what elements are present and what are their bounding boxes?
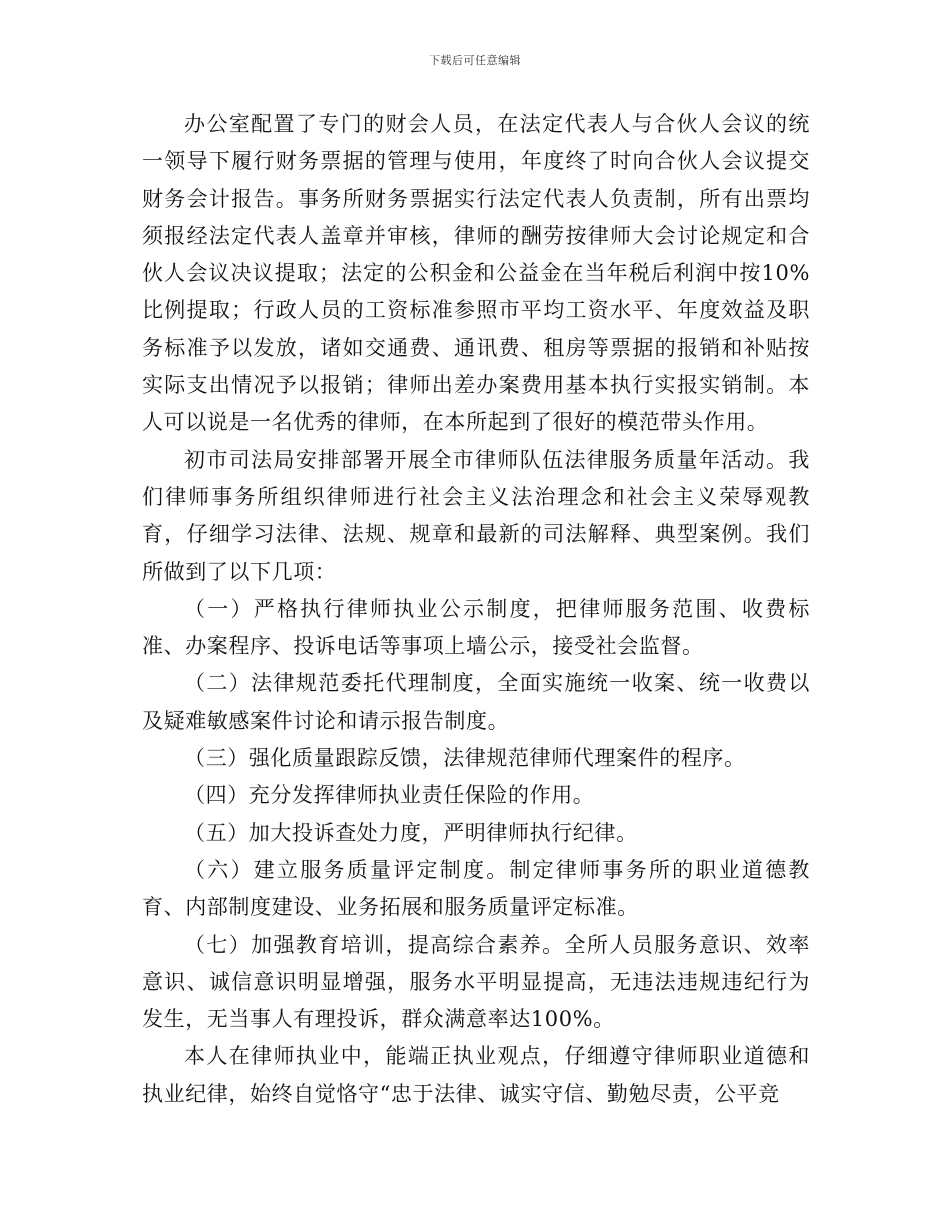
paragraph-ethics: 本人在律师执业中，能端正执业观点，仔细遵守律师职业道德和执业纪律，始终自觉恪守“忠于法律、诚实守信、勤勉尽责，公平竞: [142, 1044, 810, 1106]
document-body: [142, 106, 810, 1113]
paragraph-quality-year: 初市司法局安排部署开展全市律师队伍法律服务质量年活动。我们律师事务所组织律师进行社会主义法治理念和社会主义荣辱观教育，仔细学习法律、法规、规章和最新的司法解释、典型案例。我们所做到了以下几项：: [142, 447, 810, 584]
list-item-2: （二）法律规范委托代理制度，全面实施统一收案、统一收费以及疑难敏感案件讨论和请示报告制度。: [142, 671, 810, 733]
list-item-6: （六）建立服务质量评定制度。制定律师事务所的职业道德教育、内部制度建设、业务拓展和服务质量评定标准。: [142, 857, 810, 920]
list-item-1: （一）严格执行律师执业公示制度，把律师服务范围、收费标准、办案程序、投诉电话等事项上墙公示，接受社会监督。: [142, 596, 810, 659]
list-item-7: （七）加强教育培训，提高综合素养。全所人员服务意识、效率意识、诚信意识明显增强，服务水平明显提高，无违法违规违纪行为发生，无当事人有理投诉，群众满意率达100%。: [142, 932, 810, 1032]
list-item-5: （五）加大投诉查处力度，严明律师执行纪律。: [184, 820, 638, 845]
page-header: 下载后可任意编辑: [429, 54, 521, 67]
list-item-4: （四）充分发挥律师执业责任保险的作用。: [184, 783, 595, 808]
paragraph-finance: 办公室配置了专门的财会人员，在法定代表人与合伙人会议的统一领导下履行财务票据的管理与使用，年度终了时向合伙人会议提交财务会计报告。事务所财务票据实行法定代表人负责制，所有出票均须报经法定代表人盖章并审核，律师的酬劳按律师大会讨论规定和合伙人会议决议提取；法定的公积金和公益金在当年税后利润中按10%比例提取；行政人员的工资标准参照市平均工资水平、年度效益及职务标准予以发放，诸如交通费、通讯费、租房等票据的报销和补贴按实际支出情况予以报销；律师出差办案费用基本执行实报实销制。本人可以说是一名优秀的律师，在本所起到了很好的模范带头作用。: [142, 112, 810, 435]
list-item-3: （三）强化质量跟踪反馈，法律规范律师代理案件的程序。: [184, 746, 746, 771]
